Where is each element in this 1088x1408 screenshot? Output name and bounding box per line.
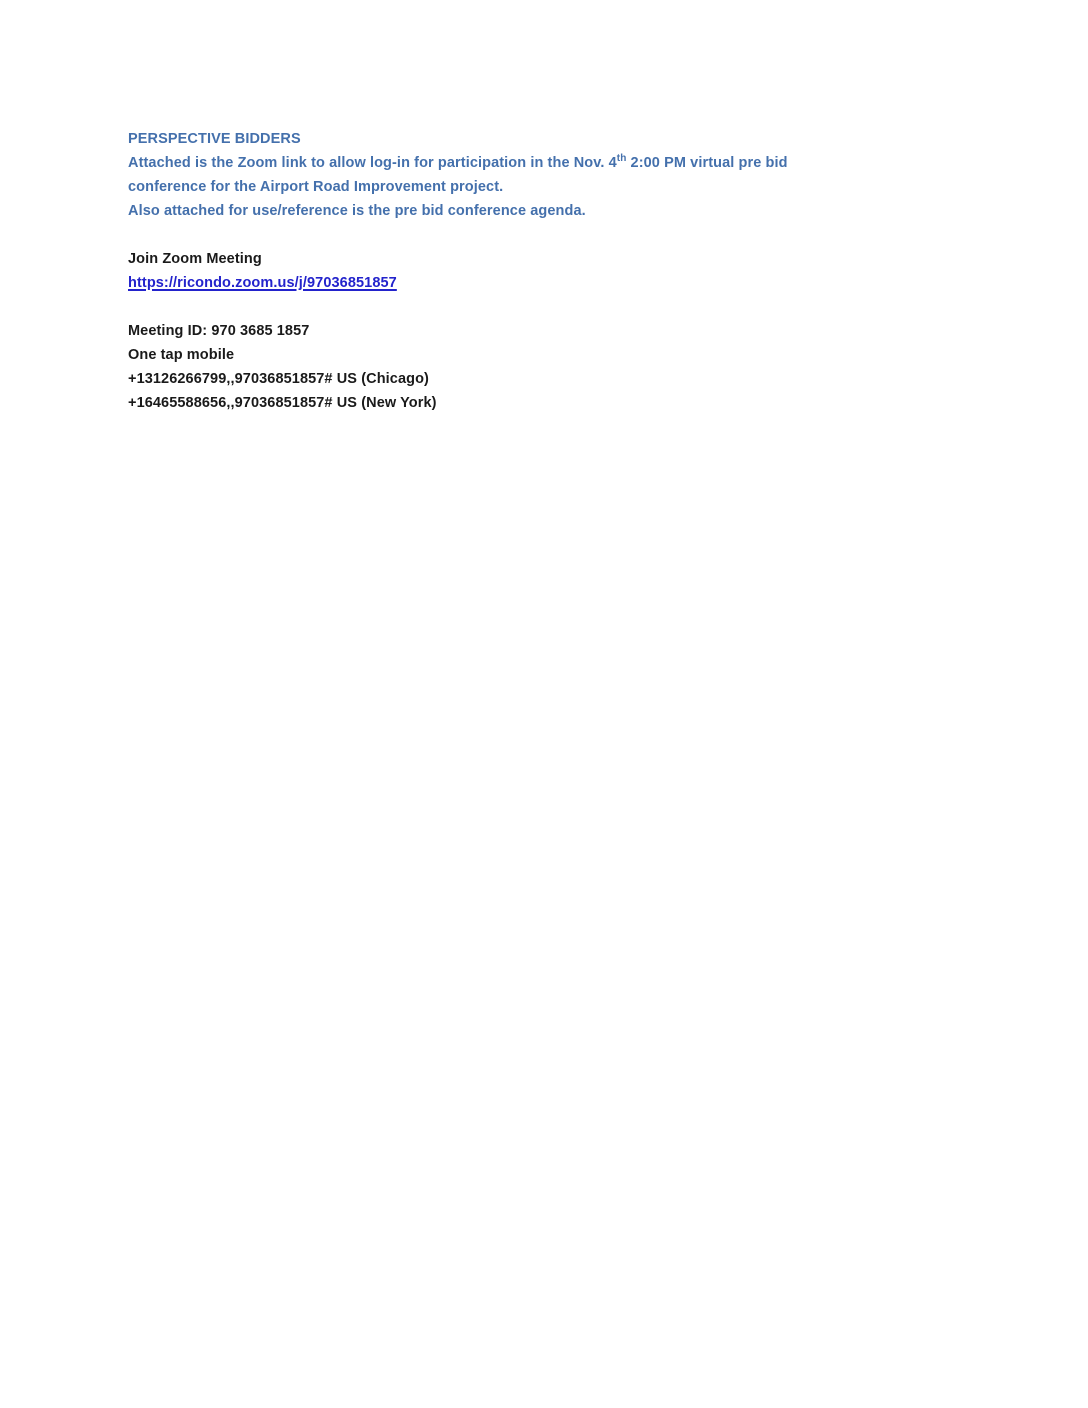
notice-intro-line2	[128, 175, 788, 199]
phone-new-york-line	[128, 391, 788, 415]
spacer	[128, 295, 788, 319]
zoom-link-line	[128, 271, 788, 295]
intro-superscript: th	[616, 153, 627, 165]
notice-intro-line1	[128, 151, 788, 175]
meeting-id-line	[128, 319, 788, 343]
spacer	[128, 223, 788, 247]
join-meeting-label-text: Join Zoom Meeting	[128, 251, 262, 267]
document-content	[128, 127, 788, 415]
intro-line3-text: Also attached for use/reference is the pre bid conference agenda.	[128, 203, 586, 219]
join-meeting-label	[128, 247, 788, 271]
phone-chicago-text: +13126266799,,97036851857# US (Chicago)	[128, 371, 429, 387]
one-tap-label	[128, 343, 788, 367]
notice-intro-line3	[128, 199, 788, 223]
intro-line1-after-sup: 2:00 PM virtual pre bid	[626, 155, 788, 171]
phone-new-york-text: +16465588656,,97036851857# US (New York)	[128, 395, 437, 411]
notice-heading-text: PERSPECTIVE BIDDERS	[128, 131, 301, 147]
phone-chicago-line	[128, 367, 788, 391]
notice-heading	[128, 127, 788, 151]
intro-line2-text: conference for the Airport Road Improvement project.	[128, 179, 504, 195]
meeting-id-text: Meeting ID: 970 3685 1857	[128, 323, 310, 339]
intro-line1-before-sup: Attached is the Zoom link to allow log-in for participation in the Nov. 4	[128, 155, 617, 171]
one-tap-label-text: One tap mobile	[128, 347, 235, 363]
zoom-meeting-link[interactable]: https://ricondo.zoom.us/j/97036851857	[128, 275, 397, 291]
